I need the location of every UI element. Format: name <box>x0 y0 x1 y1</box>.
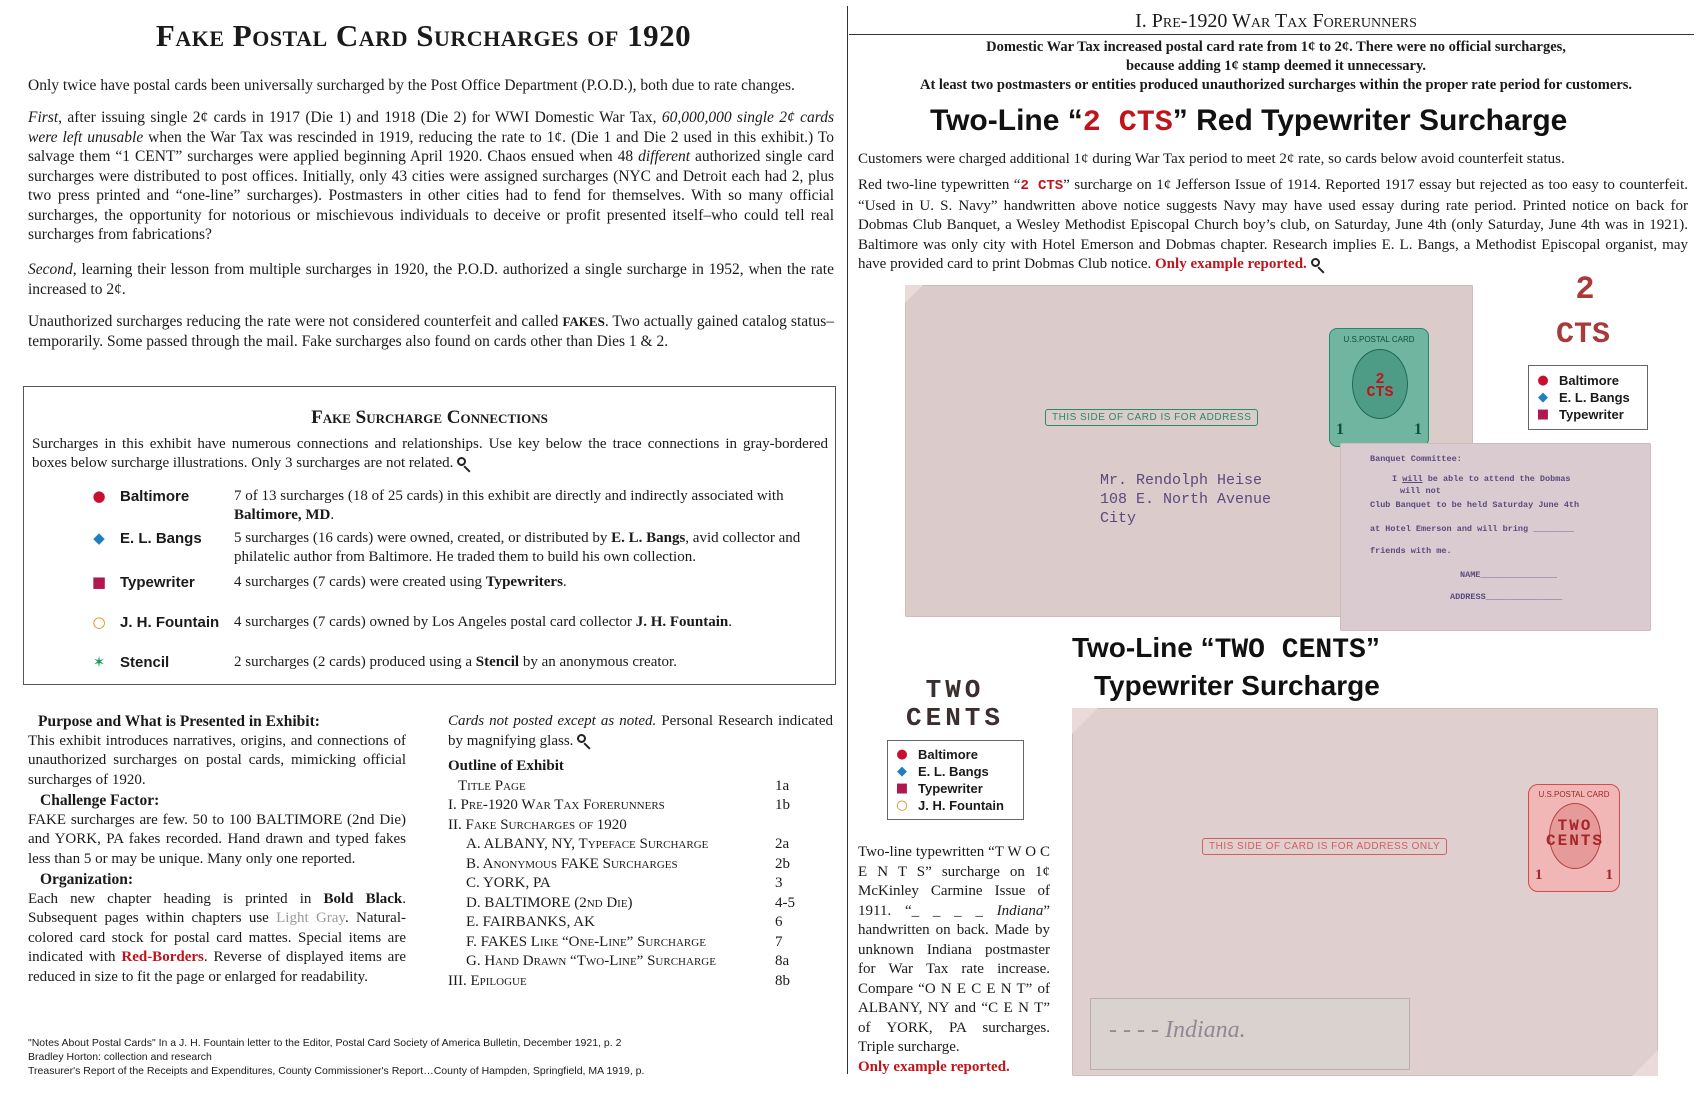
unauthorized-paragraph: Unauthorized surcharges reducing the rate were not considered counterfeit and called FAKES. Two actually gained catalog status–temporarily. Some passed through the mail. Fake surcharges also found on cards other than Dies 1 & 2. <box>28 313 834 350</box>
fountain-circle-icon: ○ <box>92 613 106 631</box>
challenge-heading: Challenge Factor: <box>40 792 160 809</box>
section1-title: Two-Line “2 CTS” Red Typewriter Surcharge <box>930 104 1568 140</box>
outline-item <box>448 855 833 875</box>
outline-item <box>448 796 833 816</box>
bangs-diamond-icon: ◆ <box>1538 390 1548 405</box>
organization-heading: Organization: <box>40 871 133 888</box>
outline-item-page: 2a <box>775 836 790 852</box>
recipient-address: Mr. Rendolph Heise 108 E. North Avenue City <box>1100 472 1272 527</box>
intro-paragraph: Only twice have postal cards been universally surcharged by the Post Office Department (P.O.D.), both due to rate changes. <box>28 77 795 94</box>
outline-item <box>448 894 833 914</box>
outline-item <box>448 933 833 953</box>
section-heading: I. Pre-1920 War Tax Forerunners <box>1135 10 1417 32</box>
key-row-typewriter: ■ Typewriter 4 surcharges (7 cards) were created using Typewriters. <box>91 573 567 591</box>
outline-item-label: Title Page <box>458 777 526 794</box>
section1-text-2: Red two-line typewritten “2 CTS” surcharge on 1¢ Jefferson Issue of 1914. Reported 1917 essay but rejected as too easy to counterfeit. “Used in U. S. Navy” handwritten above notice suggests Navy may have used essay during rate period. Printed notice on back for Dobmas Club Banquet, a Wesley Methodist Episcopal Church boy’s club, on Saturday, June 4th (only Saturday, June 4th was in 1921). Baltimore was only city with Hotel Emerson and Dobmas chapter. Research implies E. L. Bangs, a Methodist Episcopal organist, may have provided card to print Dobmas Club notice. Only example reported. <box>858 177 1689 272</box>
outline-item-label: C. YORK, PA <box>466 875 551 891</box>
address-side-label-only: THIS SIDE OF CARD IS FOR ADDRESS ONLY <box>1202 838 1447 855</box>
baltimore-dot-icon: ● <box>92 487 106 505</box>
footnotes <box>28 1036 828 1078</box>
outline-item-label: II. Fake Surcharges of 1920 <box>448 816 627 833</box>
outline-item-label: B. Anonymous FAKE Surcharges <box>466 855 678 872</box>
indiana-handwriting: - - - - Indiana. <box>1109 1017 1246 1043</box>
fountain-circle-icon: ○ <box>896 798 908 813</box>
section2-title-line2: Typewriter Surcharge <box>1094 670 1380 701</box>
outline-item-page: 8a <box>775 953 790 969</box>
center-divider <box>847 6 848 1074</box>
surcharge-two-cents-enlarged: TWO CENTS <box>905 675 1004 733</box>
stamp-surcharge-two-cents: TWO CENTS <box>1545 817 1604 850</box>
section1-text-1: Customers were charged additional 1¢ during War Tax period to meet 2¢ rate, so cards below avoid counterfeit status. <box>858 151 1565 167</box>
mckinley-stamp: U.S.POSTAL CARD TWO CENTS 1 1 <box>1528 784 1620 892</box>
page-title: Fake Postal Card Surcharges of 1920 <box>155 18 692 53</box>
outline-item <box>448 835 833 855</box>
typewriter-square-icon: ■ <box>895 781 909 796</box>
outline-heading: Outline of Exhibit <box>448 758 564 774</box>
outline-item-label: F. FAKES Like “One-Line” Surcharge <box>466 933 706 950</box>
outline-item <box>448 874 833 894</box>
outline-item-label: III. Epilogue <box>448 972 527 989</box>
baltimore-dot-icon: ● <box>896 747 908 762</box>
first-paragraph: First, after issuing single 2¢ cards in 1917 (Die 1) and 1918 (Die 2) for WWI Domestic War Tax, 60,000,000 single 2¢ cards were left unusable when the War Tax was rescinded in 1919, reducing the rate to 1¢. (Die 1 and Die 2 used in this exhibit.) To salvage them “1 CENT” surcharges were applied beginning April 1920. Chaos ensued when 48 different authorized single card surcharges were distributed to post offices. Initially, only 43 cities were assigned surcharges (NYC and Detroit each had 2, plus two press printed and “one-line” surcharges). Postmasters in other cities had to fend for themselves. With so many official surcharges, the opportunity for notorious or mischievous individuals to deceive or profit presented itself–who could tell real surcharges from fabrications? <box>28 109 835 243</box>
outline-item <box>448 816 833 836</box>
second-paragraph: Second, learning their lesson from multiple surcharges in 1920, the P.O.D. authorized a single surcharge in 1952, when the rate increased to 2¢. <box>28 261 834 298</box>
stencil-star-icon: ✶ <box>92 653 106 671</box>
outline-item-label: E. FAIRBANKS, AK <box>466 914 595 930</box>
outline-note: Cards not posted except as noted. Personal Research indicated by magnifying glass. <box>448 713 833 749</box>
legend-box-1: ● Baltimore ◆ E. L. Bangs ■ Typewriter <box>1528 365 1648 430</box>
organization-text: Each new chapter heading is printed in Bold Black. Subsequent pages within chapters use Light Gray. Natural-colored card stock for postal card mattes. Special items are indicated with Red-Borders. Reverse of displayed items are reduced in size to fit the page or enlarged for readability. <box>28 890 407 985</box>
outline-item-page: 8b <box>775 972 790 989</box>
key-row-bangs: ◆ E. L. Bangs 5 surcharges (16 cards) were owned, created, or distributed by E. L. Bangs, avid collector and philatelic author from Baltimore. He traded them to build his own collection. <box>24 529 835 569</box>
outline-list <box>448 777 833 992</box>
outline-item <box>448 777 833 797</box>
outline-item-label: I. Pre-1920 War Tax Forerunners <box>448 797 665 813</box>
typewriter-square-icon: ■ <box>1536 407 1550 422</box>
key-row-baltimore: ● Baltimore 7 of 13 surcharges (18 of 25 cards) in this exhibit are directly and indirectly associated with Baltimore, MD. <box>24 487 835 527</box>
connections-intro: Surcharges in this exhibit have numerous connections and relationships. Use key below the trace connections in gray-bordered boxes below surcharge illustrations. Only 3 surcharges are not related. <box>32 436 828 471</box>
connections-box <box>23 386 836 685</box>
outline-item-page: 3 <box>775 875 783 891</box>
banquet-notice-back: Banquet Committee: I will be able to attend the Dobmas will not Club Banquet to be held Saturday June 4th at Hotel Emerson and will bring ________ friends with me. NAME_______________ ADDRESS_______________ <box>1340 443 1651 631</box>
section2-title: Two-Line “TWO CENTS” <box>1072 632 1380 666</box>
magnifier-icon <box>577 734 591 748</box>
outline-item-label: A. ALBANY, NY, Typeface Surcharge <box>466 836 709 852</box>
connections-title: Fake Surcharge Connections <box>311 407 548 428</box>
address-side-label: THIS SIDE OF CARD IS FOR ADDRESS <box>1045 409 1258 426</box>
footnote-3: Treasurer's Report of the Receipts and Expenditures, County Commissioner's Report…County of Hampden, Springfield, MA 1919, p. <box>28 1065 645 1077</box>
outline-item-page: 7 <box>775 933 783 950</box>
purpose-column: Purpose and What is Presented in Exhibit: This exhibit introduces narratives, origins, and connections of unauthorized surcharges on postal cards, mimicking official surcharges of 1920. Challenge Factor: FAKE surcharges are few. 50 to 100 BALTIMORE (2nd Die) and YORK, PA fakes recorded. Hand drawn and typed fakes less than 5 or may be unique. Many only one reported. Organization: Each new chapter heading is printed in Bold Black. Subsequent pages within chapters use Light Gray. Natural-colored card stock for postal card mattes. Special items are indicated with Red-Borders. Reverse of displayed items are reduced in size to fit the page or enlarged for readability. <box>28 712 406 987</box>
section-intro: Domestic War Tax increased postal card rate from 1¢ to 2¢. There were no official surcharges, because adding 1¢ stamp deemed it unnecessary. At least two postmasters or entities produced unauthorized surcharges within the proper rate period for customers. <box>919 39 1633 93</box>
typewriter-square-icon: ■ <box>91 573 107 591</box>
footnote-2: Bradley Horton: collection and research <box>28 1051 212 1063</box>
baltimore-dot-icon: ● <box>1537 373 1549 388</box>
stamp-surcharge-2cts: 2 CTS <box>1366 371 1394 401</box>
magnifier-icon <box>457 457 471 471</box>
footnote-1: "Notes About Postal Cards" In a J. H. Fountain letter to the Editor, Postal Card Society of America Bulletin, December 1921, p. 2 <box>28 1037 622 1049</box>
outline-item <box>448 972 833 992</box>
outline-item-page: 4-5 <box>775 894 795 911</box>
key-row-stencil: ✶ Stencil 2 surcharges (2 cards) produced using a Stencil by an anonymous creator. <box>24 653 835 675</box>
purpose-heading: Purpose and What is Presented in Exhibit: <box>38 713 320 730</box>
outline-item-page: 1b <box>775 797 790 813</box>
surcharge-cts-enlarged: CTS <box>1555 318 1610 352</box>
outline-item <box>448 952 833 972</box>
outline-item-page: 2b <box>775 855 790 872</box>
heading-rule <box>849 34 1694 35</box>
outline-item-page: 1a <box>775 777 790 794</box>
outline-item-page: 6 <box>775 914 783 930</box>
bangs-diamond-icon: ◆ <box>897 764 907 779</box>
indiana-back-strip <box>1090 998 1410 1070</box>
outline-item <box>448 913 833 933</box>
first-lead: First <box>28 109 59 126</box>
surcharge-2-enlarged: 2 <box>1575 271 1595 308</box>
outline-item-label: D. BALTIMORE (2nd Die) <box>466 894 633 911</box>
legend-box-2: ● Baltimore ◆ E. L. Bangs ■ Typewriter ○ J. H. Fountain <box>887 740 1024 820</box>
section2-text: Two-line typewritten “T W O C E N T S” surcharge on 1¢ McKinley Carmine Issue of 1911. “_ _ _ _ Indiana” handwritten on back. Made by unknown Indiana postmaster for War Tax rate increase. Compare “O N E C E N T” of ALBANY, NY and “C E N T” of YORK, PA surcharges. Triple surcharge. Only example reported. <box>858 844 1050 1075</box>
outline-column <box>448 712 833 991</box>
magnifier-icon <box>1311 258 1325 272</box>
outline-item-label: G. Hand Drawn “Two-Line” Surcharge <box>466 953 716 969</box>
bangs-diamond-icon: ◆ <box>93 529 105 547</box>
jefferson-stamp: U.S.POSTAL CARD 2 CTS 1 1 <box>1329 328 1429 447</box>
key-row-fountain: ○ J. H. Fountain 4 surcharges (7 cards) owned by Los Angeles postal card collector J. H. Fountain. <box>24 613 835 635</box>
